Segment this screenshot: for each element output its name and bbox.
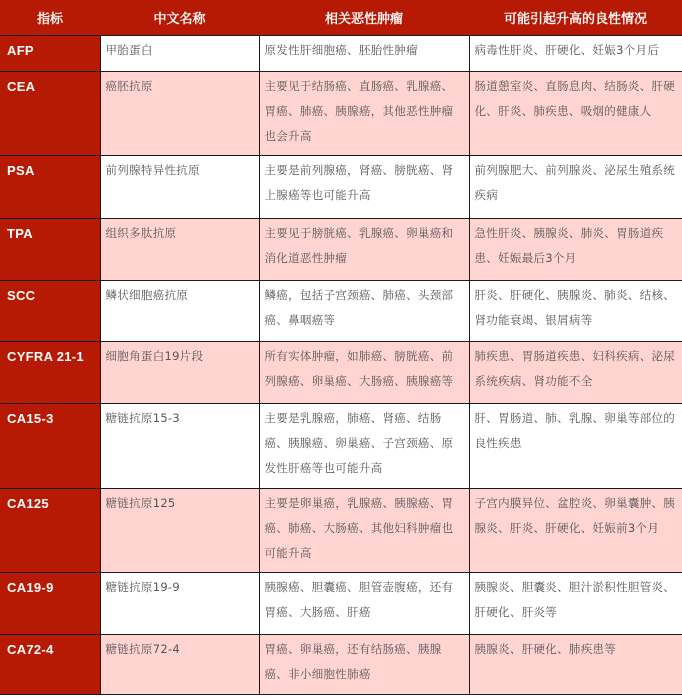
benign-cell: 前列腺肥大、前列腺炎、泌尿生殖系统疾病 [469, 156, 682, 219]
marker-cell: CEA [0, 72, 100, 156]
marker-cell: CA72-4 [0, 635, 100, 695]
malignant-cell: 所有实体肿瘤，如肺癌、膀胱癌、前列腺癌、卵巢癌、大肠癌、胰腺癌等 [259, 342, 469, 404]
table-header-row [0, 0, 682, 36]
name-cell: 糖链抗原15-3 [100, 404, 259, 489]
benign-cell: 肝炎、肝硬化、胰腺炎、肺炎、结核、肾功能衰竭、银屑病等 [469, 281, 682, 342]
benign-cell: 肺疾患、胃肠道疾患、妇科疾病、泌尿系统疾病、肾功能不全 [469, 342, 682, 404]
marker-cell: CA19-9 [0, 573, 100, 635]
benign-cell: 子宫内膜异位、盆腔炎、卵巢囊肿、胰腺炎、肝炎、肝硬化、妊娠前3个月 [469, 489, 682, 573]
benign-cell: 肝、胃肠道、肺、乳腺、卵巢等部位的良性疾患 [469, 404, 682, 489]
malignant-cell: 主要是乳腺癌，肺癌、肾癌、结肠癌、胰腺癌、卵巢癌、子宫颈癌、原发性肝癌等也可能升高 [259, 404, 469, 489]
header-benign-conditions: 可能引起升高的良性情况 [469, 0, 682, 36]
marker-cell: CYFRA 21-1 [0, 342, 100, 404]
marker-cell: CA125 [0, 489, 100, 573]
name-cell: 糖链抗原19-9 [100, 573, 259, 635]
table-row [0, 281, 682, 342]
table-row [0, 156, 682, 219]
table-row [0, 404, 682, 489]
marker-cell: SCC [0, 281, 100, 342]
header-malignant-tumors: 相关恶性肿瘤 [259, 0, 469, 36]
name-cell: 组织多肽抗原 [100, 219, 259, 281]
header-chinese-name: 中文名称 [100, 0, 259, 36]
malignant-cell: 主要是卵巢癌，乳腺癌、胰腺癌、胃癌、肺癌、大肠癌、其他妇科肿瘤也可能升高 [259, 489, 469, 573]
benign-cell: 胰腺炎、胆囊炎、胆汁淤积性胆管炎、肝硬化、肝炎等 [469, 573, 682, 635]
malignant-cell: 主要见于结肠癌、直肠癌、乳腺癌、胃癌、肺癌、胰腺癌，其他恶性肿瘤也会升高 [259, 72, 469, 156]
benign-cell: 急性肝炎、胰腺炎、肺炎、胃肠道疾患、妊娠最后3个月 [469, 219, 682, 281]
table-row [0, 36, 682, 72]
malignant-cell: 胃癌、卵巢癌，还有结肠癌、胰腺癌、非小细胞性肺癌 [259, 635, 469, 695]
table-row [0, 219, 682, 281]
benign-cell: 肠道憩室炎、直肠息肉、结肠炎、肝硬化、肝炎、肺疾患、吸烟的健康人 [469, 72, 682, 156]
table-row [0, 72, 682, 156]
malignant-cell: 主要是前列腺癌，肾癌、膀胱癌、肾上腺癌等也可能升高 [259, 156, 469, 219]
marker-cell: CA15-3 [0, 404, 100, 489]
table-row [0, 635, 682, 695]
name-cell: 前列腺特异性抗原 [100, 156, 259, 219]
name-cell: 糖链抗原72-4 [100, 635, 259, 695]
name-cell: 甲胎蛋白 [100, 36, 259, 72]
marker-cell: PSA [0, 156, 100, 219]
malignant-cell: 鳞癌，包括子宫颈癌、肺癌、头颈部癌、鼻咽癌等 [259, 281, 469, 342]
malignant-cell: 胰腺癌、胆囊癌、胆管壶腹癌，还有胃癌、大肠癌、肝癌 [259, 573, 469, 635]
header-marker: 指标 [0, 0, 100, 36]
name-cell: 细胞角蛋白19片段 [100, 342, 259, 404]
name-cell: 鳞状细胞癌抗原 [100, 281, 259, 342]
name-cell: 糖链抗原125 [100, 489, 259, 573]
benign-cell: 胰腺炎、肝硬化、肺疾患等 [469, 635, 682, 695]
name-cell: 癌胚抗原 [100, 72, 259, 156]
malignant-cell: 主要见于膀胱癌、乳腺癌、卵巢癌和消化道恶性肿瘤 [259, 219, 469, 281]
marker-cell: AFP [0, 36, 100, 72]
table-row [0, 489, 682, 573]
benign-cell: 病毒性肝炎、肝硬化、妊娠3个月后 [469, 36, 682, 72]
malignant-cell: 原发性肝细胞癌、胚胎性肿瘤 [259, 36, 469, 72]
table-row [0, 573, 682, 635]
table-row [0, 342, 682, 404]
marker-cell: TPA [0, 219, 100, 281]
